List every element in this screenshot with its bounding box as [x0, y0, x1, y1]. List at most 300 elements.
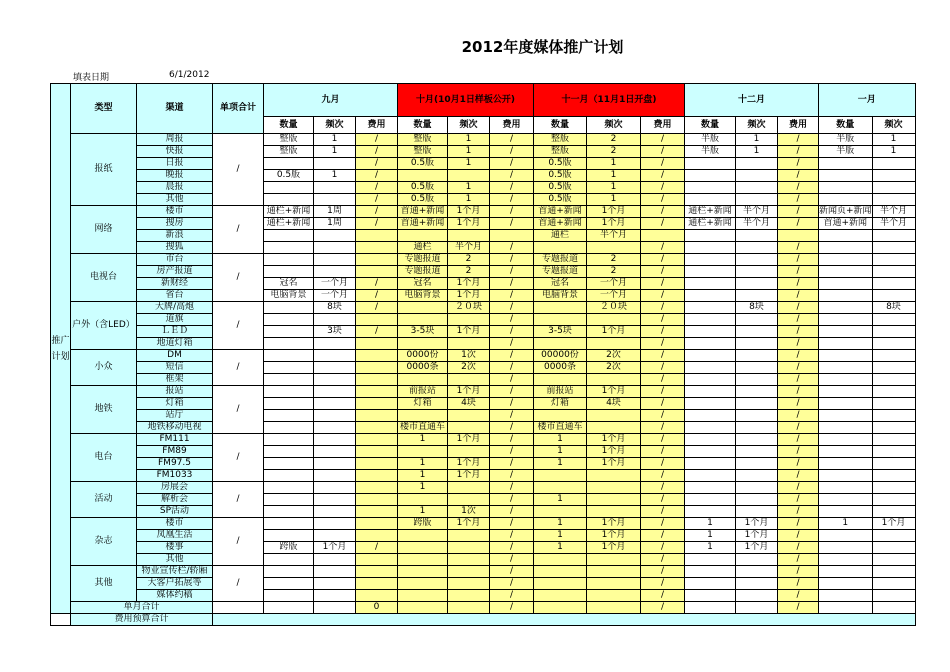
data-cell [314, 434, 356, 446]
data-cell [736, 350, 778, 362]
table-row [51, 326, 916, 338]
group-type: 地铁 [71, 386, 137, 434]
data-cell: 冠名 [534, 278, 587, 290]
data-cell [736, 470, 778, 482]
data-cell [314, 386, 356, 398]
data-cell [314, 362, 356, 374]
data-cell [314, 494, 356, 506]
channel-name: SP活动 [137, 506, 213, 518]
channel-name: FM89 [137, 446, 213, 458]
data-cell [587, 554, 641, 566]
data-cell [872, 278, 915, 290]
data-cell: / [356, 158, 398, 170]
data-cell [264, 470, 314, 482]
data-cell [398, 530, 448, 542]
data-cell [685, 554, 736, 566]
data-cell [264, 302, 314, 314]
data-cell [264, 338, 314, 350]
data-cell: 8块 [314, 302, 356, 314]
monthly-total-cell: / [778, 602, 819, 614]
monthly-total-row [51, 602, 916, 614]
data-cell: / [641, 554, 685, 566]
data-cell: / [641, 182, 685, 194]
table-row [51, 194, 916, 206]
sub-qty: 数量 [819, 117, 873, 134]
group-type: 报纸 [71, 134, 137, 206]
channel-name: 物业宣传栏/轿厢 [137, 566, 213, 578]
data-cell: / [641, 242, 685, 254]
data-cell: 00000份 [534, 350, 587, 362]
data-cell: / [490, 254, 534, 266]
data-cell [587, 590, 641, 602]
data-cell [736, 578, 778, 590]
data-cell [872, 566, 915, 578]
data-cell: 0000条 [398, 362, 448, 374]
media-plan-table [50, 83, 916, 626]
data-cell [264, 506, 314, 518]
group-total: / [213, 434, 264, 482]
group-total: / [213, 206, 264, 254]
data-cell: 1 [534, 446, 587, 458]
data-cell: 半版 [685, 134, 736, 146]
data-cell [641, 230, 685, 242]
table-row [51, 146, 916, 158]
table-row [51, 266, 916, 278]
data-cell: / [641, 494, 685, 506]
data-cell [685, 590, 736, 602]
data-cell [819, 338, 873, 350]
fill-date-value: 6/1/2012 [169, 70, 210, 80]
data-cell [398, 314, 448, 326]
data-cell: / [778, 374, 819, 386]
channel-name: 新财经 [137, 278, 213, 290]
data-cell: 1 [587, 170, 641, 182]
data-cell [356, 230, 398, 242]
channel-name: 道旗 [137, 314, 213, 326]
data-cell [819, 194, 873, 206]
data-cell [685, 506, 736, 518]
data-cell [872, 410, 915, 422]
data-cell [264, 494, 314, 506]
table-row [51, 374, 916, 386]
data-cell: / [778, 446, 819, 458]
data-cell: 2次 [587, 362, 641, 374]
data-cell [872, 458, 915, 470]
data-cell [872, 290, 915, 302]
data-cell [398, 566, 448, 578]
data-cell [264, 182, 314, 194]
data-cell [264, 254, 314, 266]
data-cell [819, 302, 873, 314]
table-row [51, 254, 916, 266]
data-cell: 8块 [872, 302, 915, 314]
data-cell [685, 290, 736, 302]
channel-name: 快报 [137, 146, 213, 158]
data-cell: 0.5版 [534, 194, 587, 206]
data-cell: / [356, 134, 398, 146]
data-cell [736, 422, 778, 434]
data-cell [872, 422, 915, 434]
table-row [51, 290, 916, 302]
monthly-total-cell [685, 602, 736, 614]
data-cell: / [778, 134, 819, 146]
data-cell: 1 [534, 494, 587, 506]
data-cell: / [778, 362, 819, 374]
data-cell [872, 386, 915, 398]
data-cell: / [490, 266, 534, 278]
data-cell: 1个月 [872, 518, 915, 530]
data-cell: 楼市直通车 [534, 422, 587, 434]
data-cell [356, 470, 398, 482]
data-cell: 1个月 [448, 218, 490, 230]
data-cell [448, 494, 490, 506]
data-cell: 1 [448, 146, 490, 158]
data-cell [685, 254, 736, 266]
data-cell: 1 [534, 518, 587, 530]
data-cell: / [641, 218, 685, 230]
data-cell [264, 434, 314, 446]
monthly-total-cell: / [641, 602, 685, 614]
data-cell: / [490, 398, 534, 410]
data-cell: 整版 [398, 134, 448, 146]
data-cell [356, 530, 398, 542]
data-cell: / [641, 482, 685, 494]
data-cell: 跨版 [264, 542, 314, 554]
channel-name: FM97.5 [137, 458, 213, 470]
table-row [51, 230, 916, 242]
data-cell [314, 554, 356, 566]
data-cell [819, 326, 873, 338]
data-cell: / [641, 254, 685, 266]
group-total: / [213, 566, 264, 602]
data-cell: / [778, 386, 819, 398]
data-cell: / [490, 578, 534, 590]
data-cell: 1 [314, 146, 356, 158]
table-row [51, 446, 916, 458]
data-cell [356, 566, 398, 578]
data-cell [356, 506, 398, 518]
data-cell: 1 [534, 530, 587, 542]
data-cell: / [641, 590, 685, 602]
data-cell [872, 494, 915, 506]
data-cell: 1个月 [587, 386, 641, 398]
data-cell: 1 [587, 194, 641, 206]
data-cell [534, 482, 587, 494]
monthly-total-cell [534, 602, 587, 614]
data-cell: / [778, 482, 819, 494]
data-cell [264, 518, 314, 530]
data-cell: 2次 [587, 350, 641, 362]
channel-name: 楼市 [137, 518, 213, 530]
data-cell: / [641, 290, 685, 302]
data-cell: / [490, 422, 534, 434]
data-cell: / [490, 134, 534, 146]
data-cell [534, 242, 587, 254]
data-cell [819, 434, 873, 446]
data-cell: 整版 [264, 134, 314, 146]
data-cell [534, 410, 587, 422]
channel-name: 地铁移动电视 [137, 422, 213, 434]
data-cell [819, 254, 873, 266]
data-cell [448, 338, 490, 350]
group-total: / [213, 302, 264, 350]
table-body [51, 84, 916, 626]
data-cell: 1 [534, 458, 587, 470]
data-cell [736, 590, 778, 602]
data-cell: 1个月 [587, 446, 641, 458]
data-cell [872, 578, 915, 590]
data-cell: / [778, 458, 819, 470]
data-cell [356, 578, 398, 590]
data-cell [736, 506, 778, 518]
channel-name: 其他 [137, 194, 213, 206]
data-cell [314, 566, 356, 578]
data-cell [448, 410, 490, 422]
month-dec-header: 十二月 [685, 84, 819, 117]
data-cell: 1个月 [314, 542, 356, 554]
data-cell: 通栏 [398, 242, 448, 254]
sub-cost: 费用 [356, 117, 398, 134]
data-cell [448, 590, 490, 602]
data-cell: 首通+新闻 [534, 206, 587, 218]
data-cell: / [778, 290, 819, 302]
data-cell: / [490, 446, 534, 458]
data-cell [736, 362, 778, 374]
data-cell [314, 350, 356, 362]
data-cell: 2次 [448, 362, 490, 374]
data-cell: / [490, 278, 534, 290]
data-cell: 通栏+新闻 [685, 206, 736, 218]
data-cell: / [490, 350, 534, 362]
data-cell [398, 578, 448, 590]
table-row [51, 302, 916, 314]
data-cell [736, 242, 778, 254]
data-cell: 半个月 [736, 218, 778, 230]
data-cell: / [641, 302, 685, 314]
data-cell [587, 482, 641, 494]
data-cell [356, 374, 398, 386]
data-cell [314, 470, 356, 482]
data-cell [398, 374, 448, 386]
data-cell [872, 158, 915, 170]
data-cell: 0.5版 [398, 158, 448, 170]
data-cell [356, 338, 398, 350]
data-cell: / [778, 566, 819, 578]
data-cell: 8块 [736, 302, 778, 314]
channel-name: 大牌/高炮 [137, 302, 213, 314]
data-cell [264, 422, 314, 434]
data-cell: 1个月 [448, 458, 490, 470]
sub-qty: 数量 [534, 117, 587, 134]
data-cell: 半个月 [736, 206, 778, 218]
data-cell [398, 338, 448, 350]
data-cell: 1个月 [587, 518, 641, 530]
sub-freq: 频次 [872, 117, 915, 134]
channel-name: 楼事 [137, 542, 213, 554]
data-cell [448, 314, 490, 326]
data-cell [872, 434, 915, 446]
data-cell [587, 242, 641, 254]
data-cell [872, 338, 915, 350]
data-cell [314, 266, 356, 278]
data-cell [264, 374, 314, 386]
data-cell [736, 434, 778, 446]
channel-name: 新浪 [137, 230, 213, 242]
data-cell: / [778, 302, 819, 314]
table-row [51, 314, 916, 326]
data-cell: 0000条 [534, 362, 587, 374]
data-cell [534, 578, 587, 590]
data-cell [872, 542, 915, 554]
data-cell: / [356, 146, 398, 158]
data-cell [685, 494, 736, 506]
data-cell: / [778, 398, 819, 410]
data-cell: / [778, 338, 819, 350]
channel-name: 短信 [137, 362, 213, 374]
table-row [51, 410, 916, 422]
data-cell: 3-5块 [398, 326, 448, 338]
data-cell [685, 566, 736, 578]
data-cell [587, 314, 641, 326]
data-cell [685, 278, 736, 290]
data-cell: / [778, 194, 819, 206]
data-cell [736, 182, 778, 194]
data-cell: / [778, 266, 819, 278]
data-cell [685, 350, 736, 362]
group-total: / [213, 482, 264, 518]
data-cell [736, 338, 778, 350]
data-cell [356, 314, 398, 326]
data-cell [819, 422, 873, 434]
data-cell [448, 374, 490, 386]
data-cell [534, 470, 587, 482]
data-cell: 1 [736, 146, 778, 158]
data-cell: 1个月 [448, 386, 490, 398]
data-cell: / [490, 434, 534, 446]
data-cell [356, 362, 398, 374]
data-cell [314, 398, 356, 410]
data-cell [819, 482, 873, 494]
data-cell: / [641, 362, 685, 374]
data-cell: 1 [448, 158, 490, 170]
data-cell: 1 [587, 158, 641, 170]
data-cell: 1个月 [587, 206, 641, 218]
data-cell [685, 386, 736, 398]
data-cell [534, 338, 587, 350]
data-cell [819, 578, 873, 590]
data-cell [819, 350, 873, 362]
data-cell [685, 482, 736, 494]
data-cell [685, 302, 736, 314]
table-row [51, 482, 916, 494]
data-cell [819, 458, 873, 470]
monthly-total-cell [264, 602, 314, 614]
data-cell [356, 434, 398, 446]
data-cell [587, 578, 641, 590]
table-row [51, 338, 916, 350]
data-cell [264, 398, 314, 410]
data-cell [314, 506, 356, 518]
data-cell [264, 158, 314, 170]
data-cell: 1 [534, 434, 587, 446]
data-cell: / [641, 134, 685, 146]
group-type: 电视台 [71, 254, 137, 302]
data-cell: 2 [587, 254, 641, 266]
data-cell: / [356, 218, 398, 230]
data-cell [587, 566, 641, 578]
data-cell: / [490, 194, 534, 206]
data-cell: / [641, 542, 685, 554]
data-cell [398, 230, 448, 242]
data-cell: / [490, 170, 534, 182]
data-cell: / [490, 290, 534, 302]
data-cell: / [490, 506, 534, 518]
data-cell: / [490, 530, 534, 542]
data-cell [356, 482, 398, 494]
header-type: 类型 [71, 84, 137, 134]
data-cell: 电脑背景 [534, 290, 587, 302]
group-total: / [213, 350, 264, 386]
data-cell [398, 170, 448, 182]
monthly-total-cell: 0 [356, 602, 398, 614]
data-cell: / [490, 494, 534, 506]
data-cell: / [778, 278, 819, 290]
data-cell [587, 410, 641, 422]
table-row [51, 170, 916, 182]
data-cell: / [356, 326, 398, 338]
data-cell [872, 254, 915, 266]
data-cell [314, 578, 356, 590]
section-label: 推广计划 [51, 84, 71, 614]
channel-name: DM [137, 350, 213, 362]
data-cell: / [356, 182, 398, 194]
data-cell [314, 518, 356, 530]
data-cell [736, 158, 778, 170]
data-cell: 首通+新闻 [398, 206, 448, 218]
data-cell [819, 230, 873, 242]
data-cell [264, 458, 314, 470]
data-cell [872, 398, 915, 410]
data-cell: / [490, 242, 534, 254]
table-row [51, 506, 916, 518]
table-row [51, 242, 916, 254]
data-cell [685, 410, 736, 422]
data-cell: 1次 [448, 506, 490, 518]
data-cell: / [641, 350, 685, 362]
data-cell: 电脑背景 [264, 290, 314, 302]
monthly-total-label: 单月合计 [71, 602, 213, 614]
data-cell [685, 458, 736, 470]
data-cell [534, 506, 587, 518]
data-cell: 1 [398, 458, 448, 470]
table-row [51, 278, 916, 290]
data-cell: / [641, 326, 685, 338]
data-cell: 1 [398, 506, 448, 518]
channel-name: 站厅 [137, 410, 213, 422]
data-cell [736, 398, 778, 410]
data-cell [872, 350, 915, 362]
data-cell: / [778, 410, 819, 422]
data-cell: 4块 [448, 398, 490, 410]
data-cell [314, 446, 356, 458]
data-cell [264, 530, 314, 542]
data-cell: 2 [448, 254, 490, 266]
data-cell: / [778, 242, 819, 254]
group-type: 电台 [71, 434, 137, 482]
data-cell [448, 482, 490, 494]
data-cell: / [641, 314, 685, 326]
data-cell: / [641, 530, 685, 542]
